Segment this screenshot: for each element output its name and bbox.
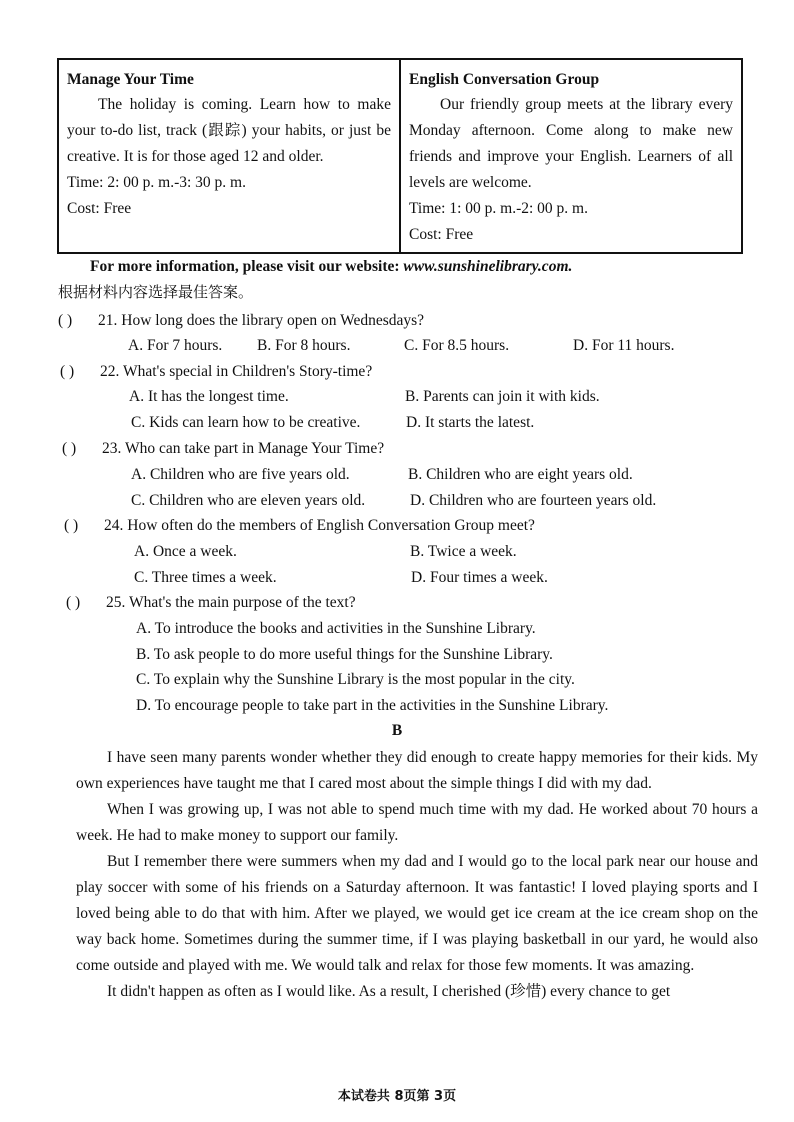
question-22 [60,360,372,384]
page-footer: 本试卷共 8页第 3页 [337,1089,457,1104]
option-b[interactable]: B. Parents can join it with kids. [405,388,600,405]
answer-blank[interactable]: ( ) [62,440,77,457]
answer-blank[interactable]: ( ) [64,517,79,534]
option-a[interactable]: A. Once a week. [134,543,237,560]
option-d[interactable]: D. Four times a week. [411,569,548,586]
option-b[interactable]: B. Twice a week. [410,543,517,560]
passage-paragraph: But I remember there were summers when my dad and I would go to the local park near our house and play soccer with some of his friends on a Saturday afternoon. It was fantastic! I loved playing sports and I loved being able to do that with him. After we played, we would get ice cream at the ice cream shop on the way back home. Sometimes during the summer time, if I was playing basketball in our yard, he would also come outside and played with me. We would talk and relax for those few moments. It was amazing. [76,853,758,974]
notice-body: Our friendly group meets at the library every Monday afternoon. Come along to make new friends and improve your English. Learners of all levels are welcome. [409,96,733,191]
option-a[interactable]: A. It has the longest time. [129,388,289,405]
notice-time: Time: 1: 00 p. m.-2: 00 p. m. [409,200,588,217]
passage-paragraph: When I was growing up, I was not able to spend much time with my dad. He worked about 70 hours a week. He had to make money to support our family. [76,801,758,844]
more-info-line [90,256,710,278]
option-c[interactable]: C. Three times a week. [134,569,277,586]
notice-cost: Cost: Free [67,200,132,217]
notice-title: Manage Your Time [67,71,194,88]
website-link[interactable]: www.sunshinelibrary.com. [403,258,573,275]
section-heading-b: B [391,722,403,739]
option-a[interactable]: A. To introduce the books and activities in the Sunshine Library. [136,620,536,637]
option-c[interactable]: C. Children who are eleven years old. [131,492,366,509]
notice-body: The holiday is coming. Learn how to make your to-do list, track (跟踪) your habits, or just be creative. It is for those aged 12 and older. [67,96,391,165]
answer-blank[interactable]: ( ) [60,363,75,380]
option-c[interactable]: C. To explain why the Sunshine Library is the most popular in the city. [136,671,575,688]
option-c[interactable]: C. Kids can learn how to be creative. [131,414,361,431]
instruction: 根据材料内容选择最佳答案。 [58,283,254,301]
notice-english-conversation-group [401,60,741,252]
option-a[interactable]: A. Children who are five years old. [131,466,350,483]
option-d[interactable]: D. Children who are fourteen years old. [410,492,657,509]
answer-blank[interactable]: ( ) [58,312,73,329]
question-23 [62,437,384,461]
option-c[interactable]: C. For 8.5 hours. [404,337,510,354]
notice-title: English Conversation Group [409,71,600,88]
passage-paragraph: It didn't happen as often as I would like. As a result, I cherished (珍惜) every chance to get [107,983,671,1000]
passage-paragraph: I have seen many parents wonder whether they did enough to create happy memories for their kids. My own experiences have taught me that I cared most about the simple things I did with my dad. [76,749,758,792]
more-info-text: For more information, please visit our website: [90,258,404,275]
option-b[interactable]: B. To ask people to do more useful things for the Sunshine Library. [136,646,553,663]
question-stem: 24. How often do the members of English Conversation Group meet? [104,517,535,534]
question-25 [66,591,356,615]
option-b[interactable]: B. Children who are eight years old. [408,466,633,483]
notice-time: Time: 2: 00 p. m.-3: 30 p. m. [67,174,246,191]
option-d[interactable]: D. To encourage people to take part in the activities in the Sunshine Library. [136,697,609,714]
option-d[interactable]: D. It starts the latest. [406,414,535,431]
notice-manage-your-time [59,60,401,252]
option-b[interactable]: B. For 8 hours. [257,337,351,354]
option-a[interactable]: A. For 7 hours. [128,337,223,354]
question-stem: 23. Who can take part in Manage Your Time? [102,440,385,457]
question-21 [58,309,424,333]
question-stem: 25. What's the main purpose of the text? [106,594,356,611]
question-stem: 22. What's special in Children's Story-time? [100,363,373,380]
question-24 [64,514,535,538]
notice-cost: Cost: Free [409,226,474,243]
passage-b [76,745,758,1005]
notice-table [57,58,743,254]
option-d[interactable]: D. For 11 hours. [573,337,675,354]
question-stem: 21. How long does the library open on Wednesdays? [98,312,425,329]
answer-blank[interactable]: ( ) [66,594,81,611]
